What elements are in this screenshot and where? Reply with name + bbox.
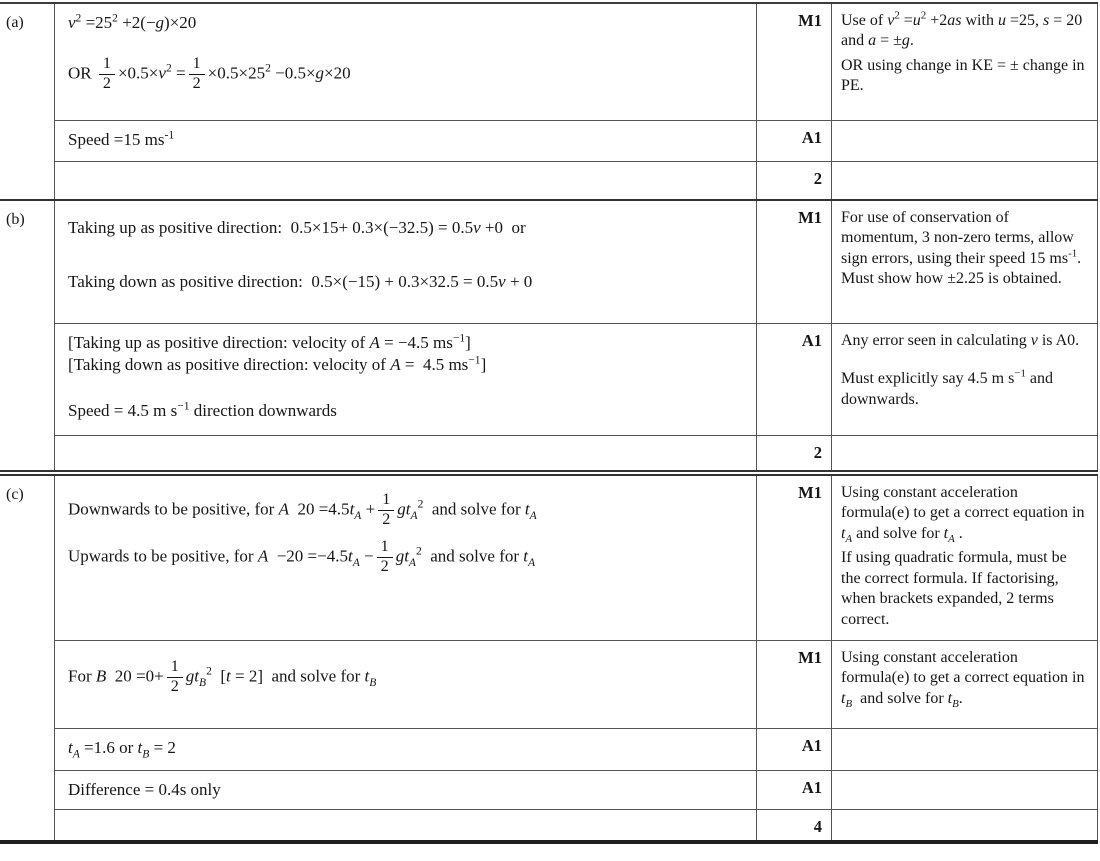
working-line: [Taking down as positive direction: velocity of A = 4.5 $ms^{-1}$] — [68, 353, 487, 375]
working-line: Difference = 0.4s only — [68, 780, 221, 799]
table-row — [55, 121, 1098, 162]
table-row — [55, 810, 1098, 840]
mark-cell: M1 — [757, 4, 832, 120]
mark-cell: A1 — [757, 121, 832, 161]
working-line: Downwards to be positive, for A $20 =4.5t_A$ + $\frac{1}{2}$ $gt_A^2$ and solve for $t_A$ — [68, 491, 537, 528]
mark-cell: A1 — [757, 729, 832, 770]
working-cell — [55, 162, 757, 199]
working-line: Speed =15 $ms^{-1}$ — [68, 128, 175, 149]
notes-cell — [832, 4, 1098, 120]
working-cell — [55, 436, 757, 470]
working-cell — [55, 201, 757, 323]
working-line: Taking down as positive direction: 0.5×(−15) + 0.3×32.5 = 0.5v + 0 — [68, 272, 533, 292]
part-label: (a) — [0, 4, 55, 199]
mark-cell: M1 — [757, 201, 832, 323]
mark-scheme-table — [0, 2, 1098, 844]
part-label: (c) — [0, 476, 55, 840]
part-label: (b) — [0, 201, 55, 470]
notes-cell — [832, 436, 1098, 470]
note-paragraph: For use of conservation of momentum, 3 non-zero terms, allow sign errors, using their speed 15 $ms^{-1}$. Must show how ±2.25 is obtained. — [841, 209, 1082, 288]
note-paragraph: If using quadratic formula, must be the correct formula. If factorising, when brackets expanded, 2 terms correct. — [841, 549, 1067, 628]
marks-total-cell: 2 — [757, 162, 832, 199]
notes-cell — [832, 771, 1098, 809]
notes-cell — [832, 641, 1098, 728]
table-row — [55, 201, 1098, 324]
notes-cell — [832, 324, 1098, 435]
table-row — [55, 476, 1098, 641]
working-cell — [55, 810, 757, 840]
working-line: $t_A =1.6$ or $t_B = 2$ — [68, 738, 176, 761]
table-bottom-rule — [0, 840, 1098, 844]
working-line: Taking up as positive direction: 0.5×15+ 0.3×(−32.5) = 0.5v +0 or — [68, 218, 526, 237]
table-row — [55, 771, 1098, 810]
working-cell — [55, 4, 757, 120]
table-row — [55, 162, 1098, 199]
marks-total-cell: 2 — [757, 436, 832, 470]
notes-cell — [832, 810, 1098, 840]
section-part-a — [0, 4, 1098, 199]
note-paragraph: Using constant acceleration formula(e) to get a correct equation in $t_A$ and solve for $t_A$ . — [841, 484, 1085, 546]
note-paragraph: Any error seen in calculating v is A0. — [841, 332, 1080, 349]
working-cell — [55, 324, 757, 435]
notes-cell — [832, 162, 1098, 199]
table-row — [55, 641, 1098, 729]
working-line: For B 20 =0+ $\frac{1}{2}$ $gt_B^2$ [t = 2] and solve for $t_B$ — [68, 658, 377, 695]
section-part-c — [0, 476, 1098, 840]
section-part-b — [0, 201, 1098, 470]
working-line: Upwards to be positive, for $A -20 =-4.5t_A$ − $\frac{1}{2}$ $gt_A^2$ and solve for $t_A$ — [68, 537, 536, 575]
note-paragraph: OR using change in KE = ± change in PE. — [841, 56, 1085, 95]
table-row — [55, 324, 1098, 436]
mark-cell: M1 — [757, 476, 832, 640]
note-paragraph: Must explicitly say 4.5 m $s^{-1}$ and downwards. — [841, 368, 1054, 408]
working-line: OR $\frac{1}{2}$ $\times 0.5\times v^2$ = $\frac{1}{2}$ $\times 0.5\times 25^2 -0.5\times g\times 20$ — [68, 55, 351, 93]
notes-cell — [832, 476, 1098, 640]
table-row — [55, 436, 1098, 470]
mark-cell: A1 — [757, 324, 832, 435]
notes-cell — [832, 121, 1098, 161]
working-cell — [55, 729, 757, 770]
working-line: $v^2 =25^2 +2(-g)\times 20$ — [68, 11, 197, 32]
table-row — [55, 729, 1098, 771]
note-paragraph: Using constant acceleration formula(e) to get a correct equation in $t_B$ and solve for $t_B$. — [841, 649, 1085, 711]
working-cell — [55, 641, 757, 728]
notes-cell — [832, 201, 1098, 323]
notes-cell — [832, 729, 1098, 770]
working-cell — [55, 121, 757, 161]
working-line: [Taking up as positive direction: velocity of A = −4.5 $ms^{-1}$] — [68, 331, 471, 352]
working-line: Speed = 4.5 m $s^{-1}$ direction downwards — [68, 399, 337, 421]
note-paragraph: Use of $v^2 =u^2 +2as$ with u =25, s = 20 and a = ±g. — [841, 9, 1083, 50]
marks-total-cell: 4 — [757, 810, 832, 840]
table-row — [55, 4, 1098, 121]
working-cell — [55, 771, 757, 809]
mark-cell: M1 — [757, 641, 832, 728]
working-cell — [55, 476, 757, 640]
mark-cell: A1 — [757, 771, 832, 809]
